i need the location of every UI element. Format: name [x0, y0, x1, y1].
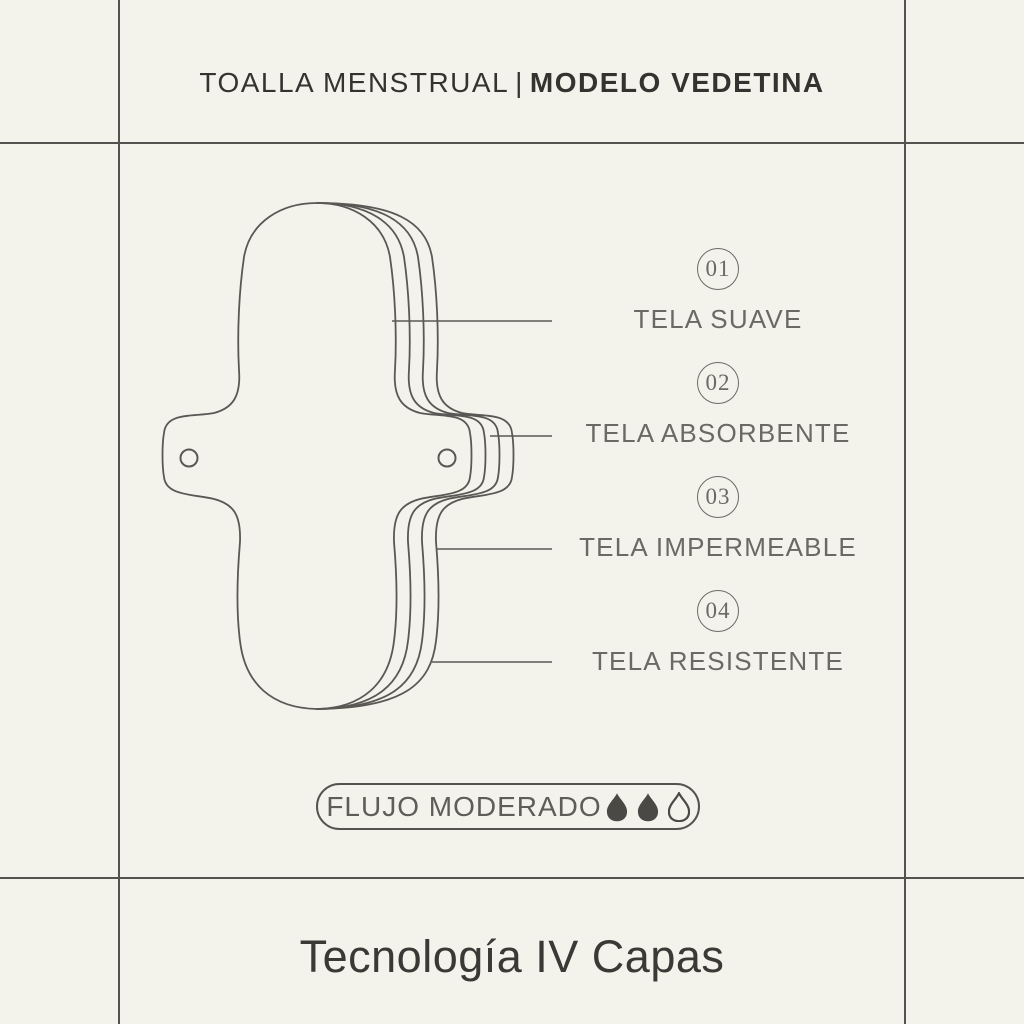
- layer-number: 01: [705, 256, 731, 281]
- layer-item-1: [518, 248, 918, 335]
- snap-button-right-icon: [439, 450, 456, 467]
- layer-number-badge: [697, 590, 739, 632]
- layer-label: TELA ABSORBENTE: [585, 418, 851, 448]
- layer-number-badge: [697, 248, 739, 290]
- pad-layer-1-outline: [317, 203, 472, 709]
- water-drop-outline-icon: [668, 792, 690, 822]
- footer-title: Tecnología IV Capas: [299, 931, 725, 982]
- flow-badge: [316, 783, 700, 830]
- pad-layer-4-outline: [317, 203, 514, 709]
- flow-drops-group: [604, 792, 690, 822]
- layer-number: 03: [705, 484, 731, 509]
- water-drop-filled-icon: [637, 792, 659, 822]
- layer-number-badge: [697, 362, 739, 404]
- pad-layer-2-outline: [317, 203, 486, 709]
- snap-button-left-icon: [181, 450, 198, 467]
- layer-number: 02: [705, 370, 731, 395]
- title-product: TOALLA MENSTRUAL: [199, 67, 510, 98]
- title-model: MODELO VEDETINA: [529, 67, 825, 98]
- water-drop-filled-icon: [606, 792, 628, 822]
- pad-outline-group: [163, 203, 514, 709]
- layer-label: TELA RESISTENTE: [591, 646, 845, 676]
- layer-number-badge: [697, 476, 739, 518]
- layer-number: 04: [705, 598, 731, 623]
- layer-item-4: [518, 590, 918, 677]
- layer-label: TELA IMPERMEABLE: [579, 532, 857, 562]
- flow-badge-label: FLUJO MODERADO: [326, 790, 602, 822]
- wing-snaps-group: [181, 450, 456, 467]
- layer-item-3: [518, 476, 918, 563]
- pad-outline-left-edge: [163, 203, 318, 709]
- layer-label: TELA SUAVE: [633, 304, 803, 334]
- title-separator: |: [515, 67, 524, 98]
- layer-item-2: [518, 362, 918, 449]
